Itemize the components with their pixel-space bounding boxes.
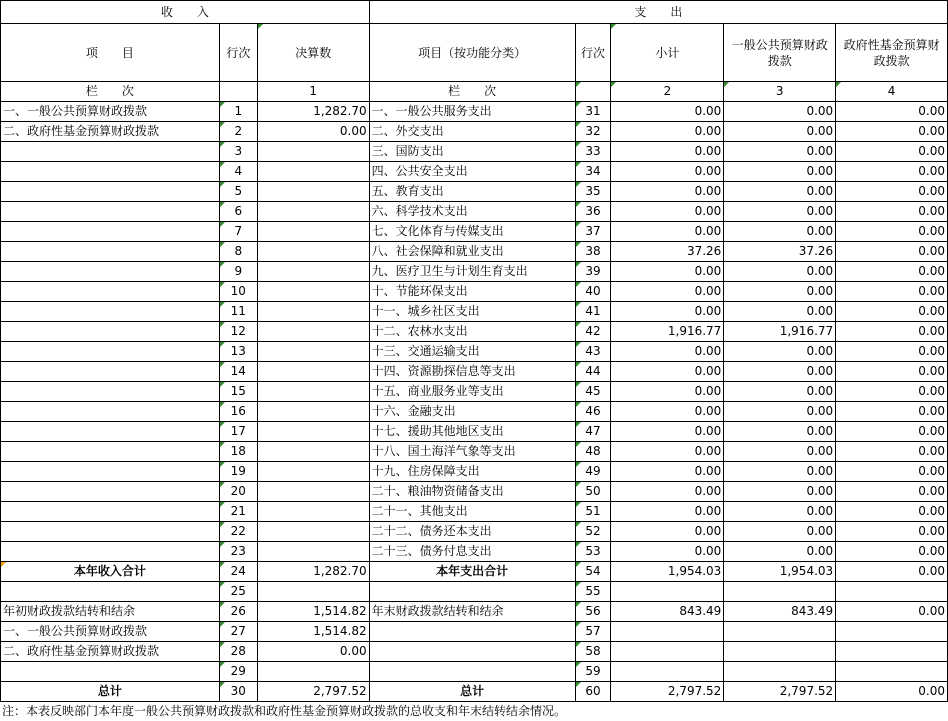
- in-item-cell: [1, 322, 220, 342]
- subtotal-cell: 0.00: [611, 162, 724, 182]
- carry-in-line-cell: 28: [219, 642, 257, 662]
- in-amount-cell: [257, 202, 369, 222]
- fund-cell: 0.00: [836, 242, 948, 262]
- ex-line-cell: 42: [575, 322, 611, 342]
- ex-line-cell: 38: [575, 242, 611, 262]
- ex-line-cell: 48: [575, 442, 611, 462]
- blank-row: [1, 582, 948, 602]
- in-line-cell: 5: [219, 182, 257, 202]
- expense-item-header: 项目（按功能分类）: [369, 24, 575, 82]
- footnote: 注：本表反映部门本年度一般公共预算财政拨款和政府性基金预算财政拨款的总收支和年末结转结余情况。: [2, 704, 567, 718]
- in-item-cell: 二、政府性基金预算财政拨款: [1, 122, 220, 142]
- in-line-cell: 20: [219, 482, 257, 502]
- ex-item-cell: 三、国防支出: [369, 142, 575, 162]
- column-index-row: [1, 82, 948, 102]
- table-row: [1, 342, 948, 362]
- in-amount-cell: [257, 262, 369, 282]
- in-item-cell: [1, 362, 220, 382]
- general-cell: 0.00: [724, 382, 836, 402]
- ex-line-cell: 45: [575, 382, 611, 402]
- ex-line-cell: 31: [575, 102, 611, 122]
- table-row: [1, 382, 948, 402]
- subtotal-cell: 0.00: [611, 382, 724, 402]
- fund-cell: 0.00: [836, 102, 948, 122]
- in-amount-cell: [257, 362, 369, 382]
- ex-line-cell: 41: [575, 302, 611, 322]
- carry-in-line-cell: 27: [219, 622, 257, 642]
- in-item-cell: [1, 402, 220, 422]
- ex-line-cell: 39: [575, 262, 611, 282]
- fund-cell: 0.00: [836, 182, 948, 202]
- income-section-header: 收 入: [1, 1, 370, 24]
- income-total-label: 本年收入合计: [1, 562, 220, 582]
- in-item-cell: [1, 522, 220, 542]
- fund-cell: 0.00: [836, 422, 948, 442]
- ex-item-cell: 十九、住房保障支出: [369, 462, 575, 482]
- in-item-cell: [1, 302, 220, 322]
- subtotal-cell: 0.00: [611, 442, 724, 462]
- col-index-2: 2: [611, 82, 724, 102]
- carry-in-amount-cell: 0.00: [257, 642, 369, 662]
- ex-item-cell: 一、一般公共服务支出: [369, 102, 575, 122]
- ex-line-cell: 33: [575, 142, 611, 162]
- carry-begin-amount: 1,514.82: [257, 602, 369, 622]
- general-cell: 0.00: [724, 502, 836, 522]
- blank-cell: [575, 82, 611, 102]
- general-cell: 0.00: [724, 202, 836, 222]
- general-cell: 0.00: [724, 402, 836, 422]
- table-row: [1, 422, 948, 442]
- table-row: [1, 442, 948, 462]
- table-row: [1, 242, 948, 262]
- table-row: [1, 142, 948, 162]
- general-cell: 0.00: [724, 162, 836, 182]
- fund-cell: 0.00: [836, 542, 948, 562]
- in-amount-cell: [257, 522, 369, 542]
- in-amount-cell: [257, 482, 369, 502]
- in-amount-cell: [257, 542, 369, 562]
- ex-item-cell: 十八、国土海洋气象等支出: [369, 442, 575, 462]
- blank-cell: [611, 582, 724, 602]
- general-cell: 0.00: [724, 342, 836, 362]
- subtotal-cell: 37.26: [611, 242, 724, 262]
- carry-ex-line-cell: 59: [575, 662, 611, 682]
- blank-cell: [724, 582, 836, 602]
- in-item-cell: [1, 422, 220, 442]
- general-cell: 0.00: [724, 122, 836, 142]
- in-line-cell: 8: [219, 242, 257, 262]
- column-header-row: [1, 24, 948, 82]
- subtotal-cell: 0.00: [611, 482, 724, 502]
- table-row: [1, 502, 948, 522]
- in-amount-cell: [257, 402, 369, 422]
- in-line-cell: 7: [219, 222, 257, 242]
- expense-total-general: 1,954.03: [724, 562, 836, 582]
- table-row: [1, 102, 948, 122]
- in-item-cell: [1, 182, 220, 202]
- grand-expense-label: 总计: [369, 682, 575, 702]
- general-cell: 0.00: [724, 522, 836, 542]
- in-amount-cell: 0.00: [257, 122, 369, 142]
- in-amount-cell: [257, 442, 369, 462]
- in-item-cell: [1, 222, 220, 242]
- ex-item-cell: 十七、援助其他地区支出: [369, 422, 575, 442]
- in-amount-cell: [257, 422, 369, 442]
- in-line-cell: 17: [219, 422, 257, 442]
- column-label: 栏 次: [1, 82, 220, 102]
- income-line-header: 行次: [219, 24, 257, 82]
- grand-income-amount: 2,797.52: [257, 682, 369, 702]
- expense-total-line: 54: [575, 562, 611, 582]
- expense-line-header: 行次: [575, 24, 611, 82]
- subtotal-cell: 1,916.77: [611, 322, 724, 342]
- in-item-cell: [1, 242, 220, 262]
- ex-line-cell: 44: [575, 362, 611, 382]
- fund-cell: 0.00: [836, 382, 948, 402]
- general-cell: 0.00: [724, 422, 836, 442]
- in-line-cell: 4: [219, 162, 257, 182]
- subtotal-cell: 0.00: [611, 302, 724, 322]
- ex-item-cell: 十二、农林水支出: [369, 322, 575, 342]
- in-line-cell: 6: [219, 202, 257, 222]
- table-row: [1, 462, 948, 482]
- in-item-cell: [1, 262, 220, 282]
- in-item-cell: [1, 342, 220, 362]
- in-line-cell: 19: [219, 462, 257, 482]
- fund-cell: 0.00: [836, 322, 948, 342]
- subtotal-cell: 0.00: [611, 342, 724, 362]
- subtotal-cell: 0.00: [611, 462, 724, 482]
- fund-cell: 0.00: [836, 482, 948, 502]
- in-item-cell: [1, 142, 220, 162]
- carry-end-general: 843.49: [724, 602, 836, 622]
- subtotal-cell: 0.00: [611, 102, 724, 122]
- blank-row-in-line: 25: [219, 582, 257, 602]
- general-budget-header: 一般公共预算财政拨款: [724, 24, 836, 82]
- general-cell: 0.00: [724, 102, 836, 122]
- ex-item-cell: 十六、金融支出: [369, 402, 575, 422]
- in-line-cell: 16: [219, 402, 257, 422]
- subtotal-cell: 0.00: [611, 402, 724, 422]
- fund-cell: 0.00: [836, 362, 948, 382]
- fund-cell: 0.00: [836, 162, 948, 182]
- in-line-cell: 11: [219, 302, 257, 322]
- in-line-cell: 15: [219, 382, 257, 402]
- col-index-4: 4: [836, 82, 948, 102]
- fund-cell: 0.00: [836, 522, 948, 542]
- col-index-3: 3: [724, 82, 836, 102]
- ex-line-cell: 35: [575, 182, 611, 202]
- subtotal-cell: 0.00: [611, 282, 724, 302]
- fund-cell: 0.00: [836, 222, 948, 242]
- table-row: [1, 322, 948, 342]
- in-amount-cell: [257, 462, 369, 482]
- in-amount-cell: [257, 182, 369, 202]
- ex-item-cell: 二十一、其他支出: [369, 502, 575, 522]
- in-item-cell: [1, 462, 220, 482]
- subtotal-cell: 0.00: [611, 542, 724, 562]
- ex-item-cell: 八、社会保障和就业支出: [369, 242, 575, 262]
- ex-line-cell: 51: [575, 502, 611, 522]
- fund-budget-header: 政府性基金预算财政拨款: [836, 24, 948, 82]
- in-amount-cell: [257, 302, 369, 322]
- in-amount-cell: [257, 282, 369, 302]
- carry-ex-line-cell: 58: [575, 642, 611, 662]
- table-row: [1, 162, 948, 182]
- ex-line-cell: 50: [575, 482, 611, 502]
- in-item-cell: [1, 502, 220, 522]
- table-row: [1, 482, 948, 502]
- blank-cell: [369, 662, 575, 682]
- general-cell: 0.00: [724, 282, 836, 302]
- grand-income-line: 30: [219, 682, 257, 702]
- general-cell: 0.00: [724, 182, 836, 202]
- blank-cell: [611, 622, 724, 642]
- in-amount-cell: [257, 342, 369, 362]
- ex-line-cell: 53: [575, 542, 611, 562]
- expense-column-label: 栏 次: [369, 82, 575, 102]
- subtotal-cell: 0.00: [611, 222, 724, 242]
- ex-item-cell: 七、文化体育与传媒支出: [369, 222, 575, 242]
- in-item-cell: [1, 442, 220, 462]
- fund-cell: 0.00: [836, 282, 948, 302]
- general-cell: 0.00: [724, 482, 836, 502]
- blank-cell: [836, 662, 948, 682]
- grand-expense-general: 2,797.52: [724, 682, 836, 702]
- expense-total-fund: 0.00: [836, 562, 948, 582]
- final-amount-header: 决算数: [257, 24, 369, 82]
- in-line-cell: 21: [219, 502, 257, 522]
- in-amount-cell: [257, 222, 369, 242]
- ex-line-cell: 49: [575, 462, 611, 482]
- carry-begin-line: 26: [219, 602, 257, 622]
- fund-cell: 0.00: [836, 402, 948, 422]
- carry-in-item-cell: 二、政府性基金预算财政拨款: [1, 642, 220, 662]
- carry-row: [1, 602, 948, 622]
- blank-row-ex-line: 55: [575, 582, 611, 602]
- ex-line-cell: 34: [575, 162, 611, 182]
- expense-total-subtotal: 1,954.03: [611, 562, 724, 582]
- in-amount-cell: [257, 382, 369, 402]
- in-item-cell: [1, 202, 220, 222]
- table-row: [1, 402, 948, 422]
- in-line-cell: 12: [219, 322, 257, 342]
- table-row: [1, 182, 948, 202]
- grand-expense-fund: 0.00: [836, 682, 948, 702]
- in-line-cell: 10: [219, 282, 257, 302]
- in-line-cell: 1: [219, 102, 257, 122]
- carry-detail-row: [1, 622, 948, 642]
- fund-cell: 0.00: [836, 502, 948, 522]
- in-amount-cell: [257, 322, 369, 342]
- in-line-cell: 22: [219, 522, 257, 542]
- ex-item-cell: 二、外交支出: [369, 122, 575, 142]
- subtotal-cell: 0.00: [611, 182, 724, 202]
- grand-expense-line: 60: [575, 682, 611, 702]
- fund-cell: 0.00: [836, 302, 948, 322]
- blank-cell: [257, 582, 369, 602]
- general-cell: 0.00: [724, 262, 836, 282]
- in-amount-cell: 1,282.70: [257, 102, 369, 122]
- ex-item-cell: 五、教育支出: [369, 182, 575, 202]
- blank-cell: [836, 642, 948, 662]
- in-item-cell: [1, 162, 220, 182]
- blank-cell: [724, 662, 836, 682]
- carry-in-amount-cell: [257, 662, 369, 682]
- fund-cell: 0.00: [836, 122, 948, 142]
- ex-item-cell: 十五、商业服务业等支出: [369, 382, 575, 402]
- subtotal-cell: 0.00: [611, 262, 724, 282]
- table-row: [1, 522, 948, 542]
- fund-cell: 0.00: [836, 142, 948, 162]
- grand-income-label: 总计: [1, 682, 220, 702]
- carry-end-fund: 0.00: [836, 602, 948, 622]
- section-header-row: [1, 1, 948, 24]
- subtotal-cell: 0.00: [611, 502, 724, 522]
- ex-item-cell: 六、科学技术支出: [369, 202, 575, 222]
- table-row: [1, 262, 948, 282]
- in-amount-cell: [257, 162, 369, 182]
- income-total-amount: 1,282.70: [257, 562, 369, 582]
- blank-cell: [836, 622, 948, 642]
- in-line-cell: 13: [219, 342, 257, 362]
- ex-item-cell: 十、节能环保支出: [369, 282, 575, 302]
- subtotal-cell: 0.00: [611, 422, 724, 442]
- carry-in-item-cell: 一、一般公共预算财政拨款: [1, 622, 220, 642]
- ex-line-cell: 52: [575, 522, 611, 542]
- in-item-cell: 一、一般公共预算财政拨款: [1, 102, 220, 122]
- in-amount-cell: [257, 242, 369, 262]
- ex-line-cell: 32: [575, 122, 611, 142]
- carry-detail-row: [1, 642, 948, 662]
- ex-line-cell: 46: [575, 402, 611, 422]
- ex-line-cell: 47: [575, 422, 611, 442]
- ex-line-cell: 36: [575, 202, 611, 222]
- carry-in-line-cell: 29: [219, 662, 257, 682]
- general-cell: 0.00: [724, 302, 836, 322]
- in-amount-cell: [257, 502, 369, 522]
- in-line-cell: 9: [219, 262, 257, 282]
- table-row: [1, 302, 948, 322]
- expense-section-header: 支 出: [369, 1, 947, 24]
- in-item-cell: [1, 382, 220, 402]
- ex-item-cell: 四、公共安全支出: [369, 162, 575, 182]
- in-item-cell: [1, 282, 220, 302]
- blank-cell: [369, 642, 575, 662]
- table-row: [1, 282, 948, 302]
- ex-line-cell: 37: [575, 222, 611, 242]
- ex-line-cell: 43: [575, 342, 611, 362]
- table-row: [1, 542, 948, 562]
- ex-item-cell: 二十三、债务付息支出: [369, 542, 575, 562]
- blank-cell: [219, 82, 257, 102]
- blank-cell: [724, 642, 836, 662]
- carry-end-line: 56: [575, 602, 611, 622]
- general-cell: 0.00: [724, 462, 836, 482]
- general-cell: 1,916.77: [724, 322, 836, 342]
- subtotal-header: 小计: [611, 24, 724, 82]
- ex-item-cell: 二十二、债务还本支出: [369, 522, 575, 542]
- ex-item-cell: 九、医疗卫生与计划生育支出: [369, 262, 575, 282]
- table-row: [1, 362, 948, 382]
- in-line-cell: 23: [219, 542, 257, 562]
- in-amount-cell: [257, 142, 369, 162]
- col-index-1: 1: [257, 82, 369, 102]
- general-cell: 37.26: [724, 242, 836, 262]
- carry-end-subtotal: 843.49: [611, 602, 724, 622]
- subtotal-cell: 0.00: [611, 142, 724, 162]
- in-line-cell: 18: [219, 442, 257, 462]
- table-row: [1, 222, 948, 242]
- grand-total-row: [1, 682, 948, 702]
- subtotal-cell: 0.00: [611, 202, 724, 222]
- blank-cell: [611, 662, 724, 682]
- in-item-cell: [1, 542, 220, 562]
- fund-cell: 0.00: [836, 342, 948, 362]
- blank-cell: [836, 582, 948, 602]
- carry-in-amount-cell: 1,514.82: [257, 622, 369, 642]
- in-line-cell: 3: [219, 142, 257, 162]
- ex-line-cell: 40: [575, 282, 611, 302]
- carry-in-item-cell: [1, 662, 220, 682]
- grand-expense-subtotal: 2,797.52: [611, 682, 724, 702]
- ex-item-cell: 十三、交通运输支出: [369, 342, 575, 362]
- fund-cell: 0.00: [836, 262, 948, 282]
- general-cell: 0.00: [724, 362, 836, 382]
- ex-item-cell: 十四、资源勘探信息等支出: [369, 362, 575, 382]
- carry-detail-row: [1, 662, 948, 682]
- expense-total-label: 本年支出合计: [369, 562, 575, 582]
- income-total-line: 24: [219, 562, 257, 582]
- blank-cell: [369, 582, 575, 602]
- income-total-row: [1, 562, 948, 582]
- subtotal-cell: 0.00: [611, 522, 724, 542]
- table-row: [1, 122, 948, 142]
- fund-cell: 0.00: [836, 202, 948, 222]
- blank-cell: [369, 622, 575, 642]
- in-line-cell: 2: [219, 122, 257, 142]
- subtotal-cell: 0.00: [611, 362, 724, 382]
- blank-cell: [724, 622, 836, 642]
- fund-cell: 0.00: [836, 442, 948, 462]
- table-row: [1, 202, 948, 222]
- general-cell: 0.00: [724, 222, 836, 242]
- income-item-header: 项 目: [1, 24, 220, 82]
- blank-cell: [1, 582, 220, 602]
- carry-ex-line-cell: 57: [575, 622, 611, 642]
- general-cell: 0.00: [724, 542, 836, 562]
- general-cell: 0.00: [724, 442, 836, 462]
- blank-cell: [611, 642, 724, 662]
- carry-begin-label: 年初财政拨款结转和结余: [1, 602, 220, 622]
- subtotal-cell: 0.00: [611, 122, 724, 142]
- ex-item-cell: 二十、粮油物资储备支出: [369, 482, 575, 502]
- fund-cell: 0.00: [836, 462, 948, 482]
- ex-item-cell: 十一、城乡社区支出: [369, 302, 575, 322]
- general-cell: 0.00: [724, 142, 836, 162]
- in-item-cell: [1, 482, 220, 502]
- carry-end-label: 年末财政拨款结转和结余: [369, 602, 575, 622]
- in-line-cell: 14: [219, 362, 257, 382]
